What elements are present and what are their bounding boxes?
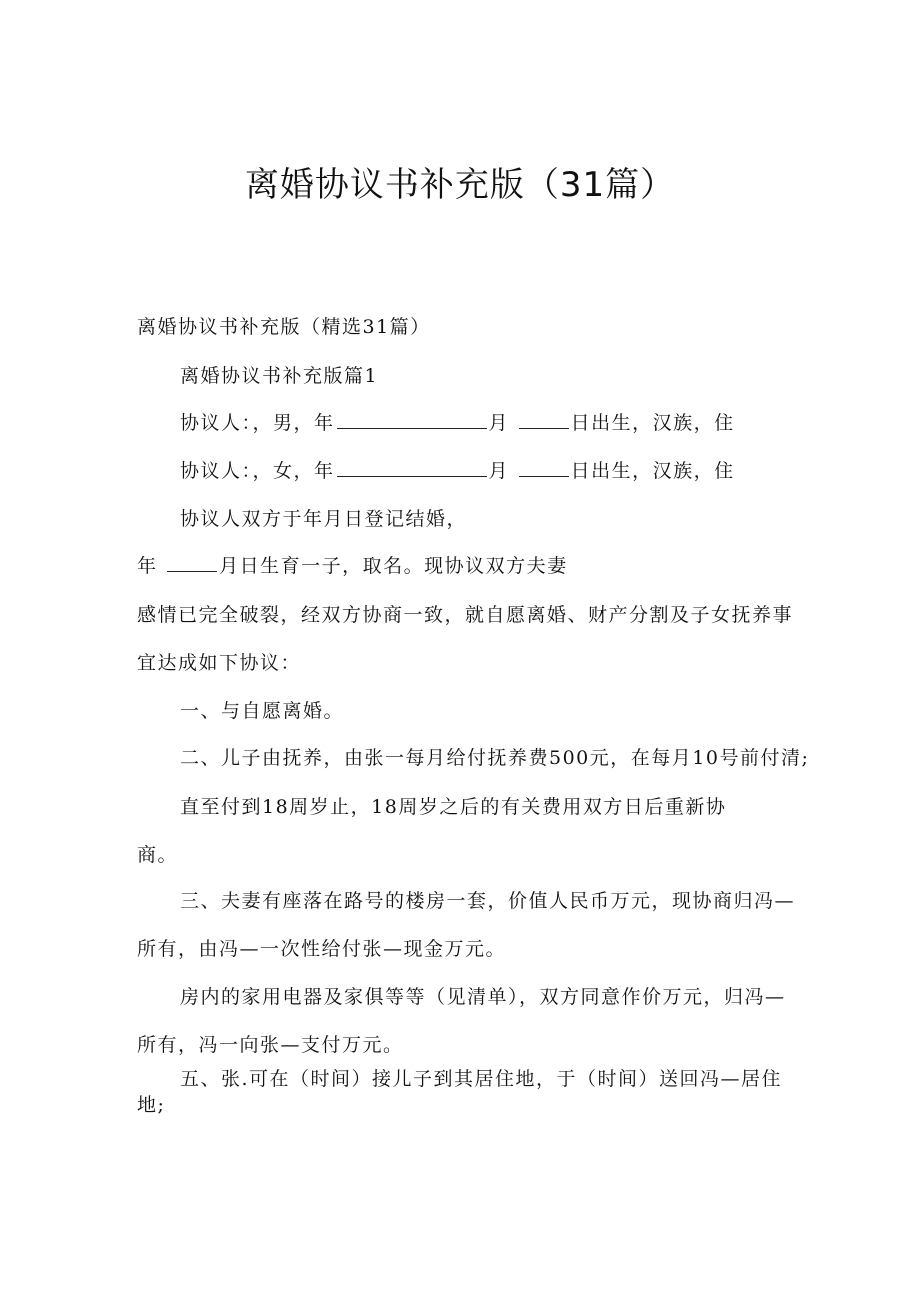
blank-field [519, 410, 569, 429]
party2-text-c: 日出生，汉族，住 [570, 460, 735, 482]
party2-text-b: 月 [488, 460, 510, 482]
clause-2-line-2: 直至付到18周岁止，18周岁之后的有关费用双方日后重新协 [180, 796, 727, 818]
appliance-line-2: 所有，冯一向张—支付万元。 [137, 1034, 404, 1056]
blank-field [337, 458, 487, 477]
party1-text-c: 日出生，汉族，住 [570, 412, 735, 434]
appliance-line-1: 房内的家用电器及家俱等等（见清单），双方同意作价万元，归冯— [180, 986, 786, 1008]
blank-field [167, 553, 217, 572]
party1-line [180, 409, 735, 437]
party2-text-a: 协议人：，女，年 [180, 460, 335, 482]
party1-text-a: 协议人：，男，年 [180, 412, 335, 434]
paragraph-line: 感情已完全破裂，经双方协商一致，就自愿离婚、财产分割及子女抚养事 [137, 604, 794, 626]
clause-5-line-2: 地; [137, 1094, 166, 1116]
section-heading: 离婚协议书补充版篇1 [180, 365, 379, 387]
clause-3-line-1: 三、夫妻有座落在路号的楼房一套，价值人民币万元，现协商归冯— [180, 890, 796, 912]
clause-5-line-1: 五、张.可在（时间）接儿子到其居住地，于（时间）送回冯—居住 [180, 1068, 783, 1090]
party2-line [180, 457, 735, 485]
paragraph-line: 宜达成如下协议： [137, 652, 302, 674]
party1-text-b: 月 [488, 412, 510, 434]
clause-2-line-3: 商。 [137, 844, 179, 866]
clause-3-line-2: 所有，由冯—一次性给付张—现金万元。 [137, 938, 507, 960]
clause-2-line-1: 二、儿子由抚养，由张一每月给付抚养费500元，在每月10号前付清; [180, 747, 810, 769]
document-subtitle: 离婚协议书补充版（精选31篇） [137, 316, 431, 338]
birth-text-b: 月日生育一子，取名。现协议双方夫妻 [219, 555, 568, 577]
blank-field [337, 410, 487, 429]
clause-1: 一、与自愿离婚。 [180, 700, 345, 722]
birth-line [137, 552, 568, 580]
document-title: 离婚协议书补充版（31篇） [244, 165, 676, 205]
marriage-line: 协议人双方于年月日登记结婚， [180, 508, 468, 530]
birth-text-a: 年 [137, 555, 158, 577]
blank-field [519, 458, 569, 477]
